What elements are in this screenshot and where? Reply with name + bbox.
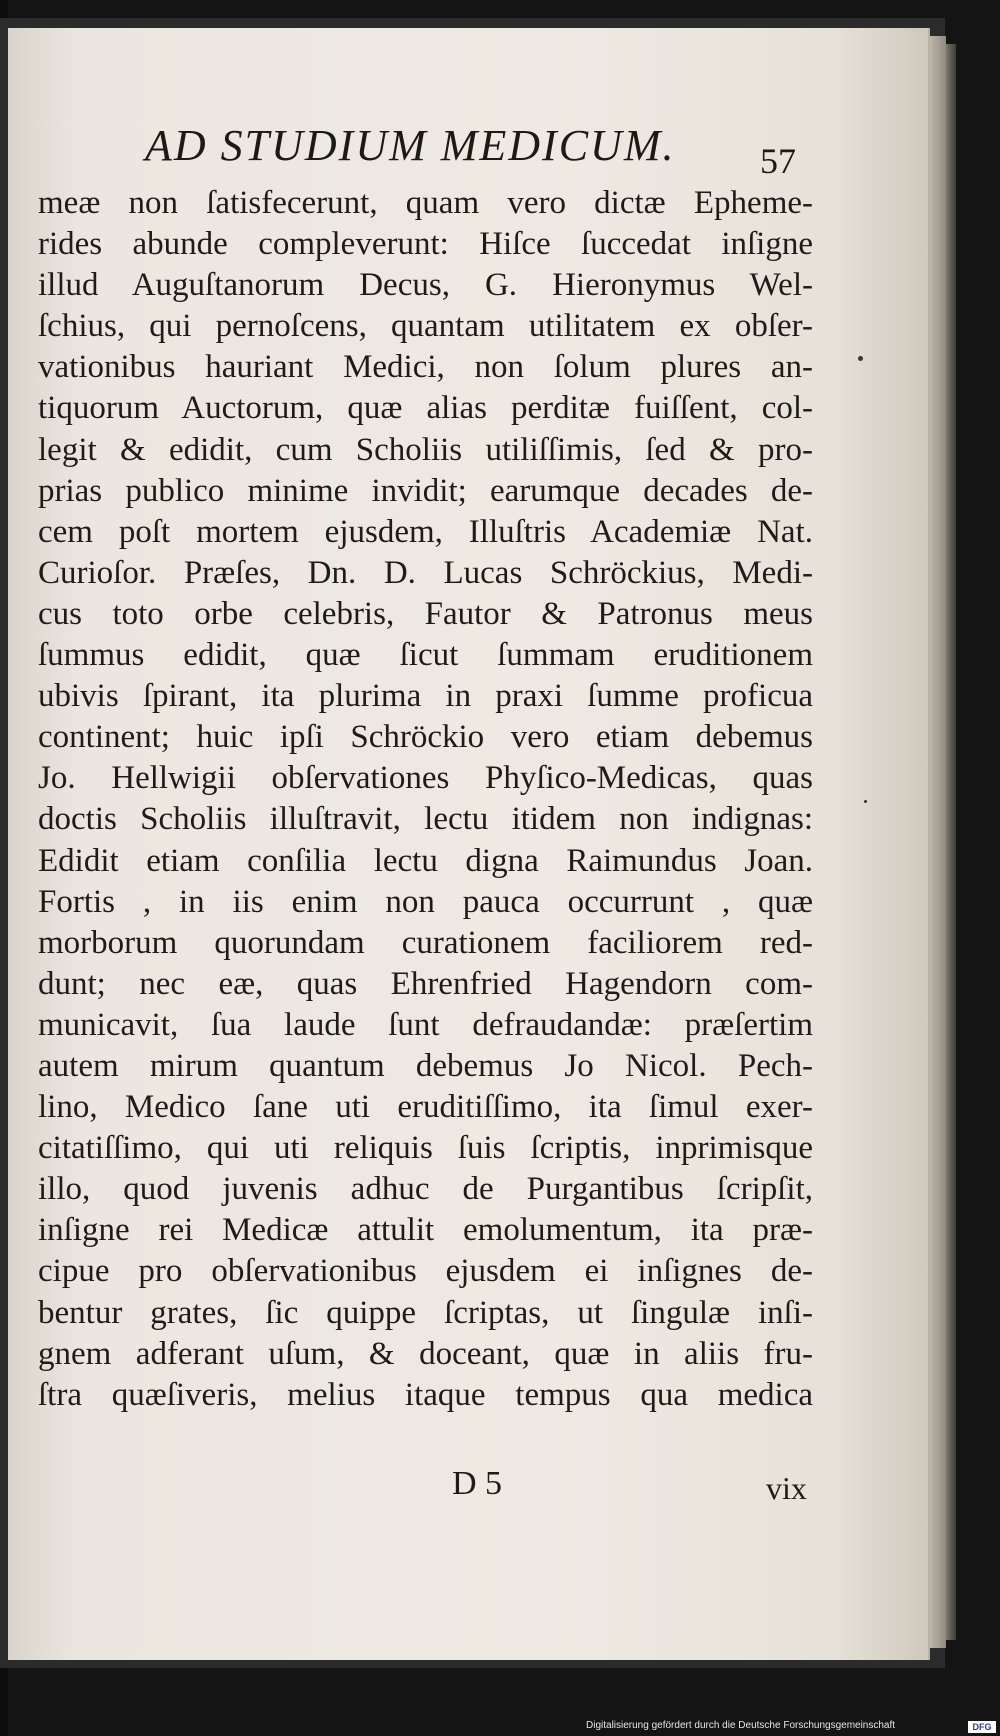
text-line: citatiſſimo, qui uti reliquis ſuis ſcriptis, inprimisque: [38, 1130, 813, 1167]
text-line: lino, Medico ſane uti eruditiſſimo, ita ſimul exer-: [38, 1089, 813, 1126]
text-line: Edidit etiam conſilia lectu digna Raimundus Joan.: [38, 842, 813, 879]
body-text: [38, 183, 813, 1416]
text-line: dunt; nec eæ, quas Ehrenfried Hagendorn com-: [38, 965, 813, 1002]
page-edge-dark: [946, 44, 956, 1640]
text-line: gnem adferant uſum, & doceant, quæ in aliis fru-: [38, 1335, 813, 1372]
text-line: inſigne rei Medicæ attulit emolumentum, ita præ-: [38, 1212, 813, 1249]
text-line: legit & edidit, cum Scholiis utiliſſimis, ſed & pro-: [38, 431, 813, 468]
text-line: illo, quod juvenis adhuc de Purgantibus ſcripſit,: [38, 1171, 813, 1208]
text-line: municavit, ſua laude ſunt defraudandæ: præſertim: [38, 1006, 813, 1043]
text-line: ubivis ſpirant, ita plurima in praxi ſumme proficua: [38, 678, 813, 715]
text-line: ſchius, qui pernoſcens, quantam utilitatem ex obſer-: [38, 308, 813, 345]
ink-speck: [858, 356, 863, 361]
text-line: rides abunde compleverunt: Hiſce ſuccedat inſigne: [38, 226, 813, 263]
text-line: ſummus edidit, quæ ſicut ſummam eruditionem: [38, 637, 813, 674]
text-line: bentur grates, ſic quippe ſcriptas, ut ſingulæ inſi-: [38, 1294, 813, 1331]
text-line: vationibus hauriant Medici, non ſolum plures an-: [38, 349, 813, 386]
signature-mark: D 5: [452, 1465, 503, 1502]
text-line: Jo. Hellwigii obſervationes Phyſico-Medicas, quas: [38, 760, 813, 797]
text-line: prias publico minime invidit; earumque decades de-: [38, 472, 813, 509]
text-line: doctis Scholiis illuſtravit, lectu itidem non indignas:: [38, 801, 813, 838]
text-line: cem poſt mortem ejusdem, Illuſtris Academiæ Nat.: [38, 513, 813, 550]
text-line: tiquorum Auctorum, quæ alias perditæ fuiſſent, col-: [38, 390, 813, 427]
text-line: meæ non ſatisfecerunt, quam vero dictæ Epheme-: [38, 185, 813, 221]
text-line: morborum quorundam curationem faciliorem red-: [38, 924, 813, 961]
text-line: Fortis , in iis enim non pauca occurrunt , quæ: [38, 883, 813, 920]
text-line: autem mirum quantum debemus Jo Nicol. Pech-: [38, 1047, 813, 1084]
digitization-credit: Digitalisierung gefördert durch die Deutsche Forschungsgemeinschaft: [586, 1720, 896, 1731]
text-line: cus toto orbe celebris, Fautor & Patronus meus: [38, 595, 813, 632]
text-line: ſtra quæſiveris, melius itaque tempus qua medica: [38, 1376, 813, 1413]
text-line: cipue pro obſervationibus ejusdem ei inſignes de-: [38, 1253, 813, 1290]
dfg-logo: DFG: [968, 1721, 996, 1733]
text-line: Curioſor. Præſes, Dn. D. Lucas Schröckius, Medi-: [38, 554, 813, 591]
ink-speck: [864, 800, 867, 803]
page-edge-stack: [930, 36, 946, 1648]
text-line: continent; huic ipſi Schröckio vero etiam debemus: [38, 719, 813, 756]
text-line: illud Auguſtanorum Decus, G. Hieronymus Wel-: [38, 267, 813, 304]
running-head: AD STUDIUM MEDICUM.: [145, 121, 676, 170]
page-number: 57: [760, 141, 796, 181]
catchword: vix: [766, 1470, 807, 1506]
